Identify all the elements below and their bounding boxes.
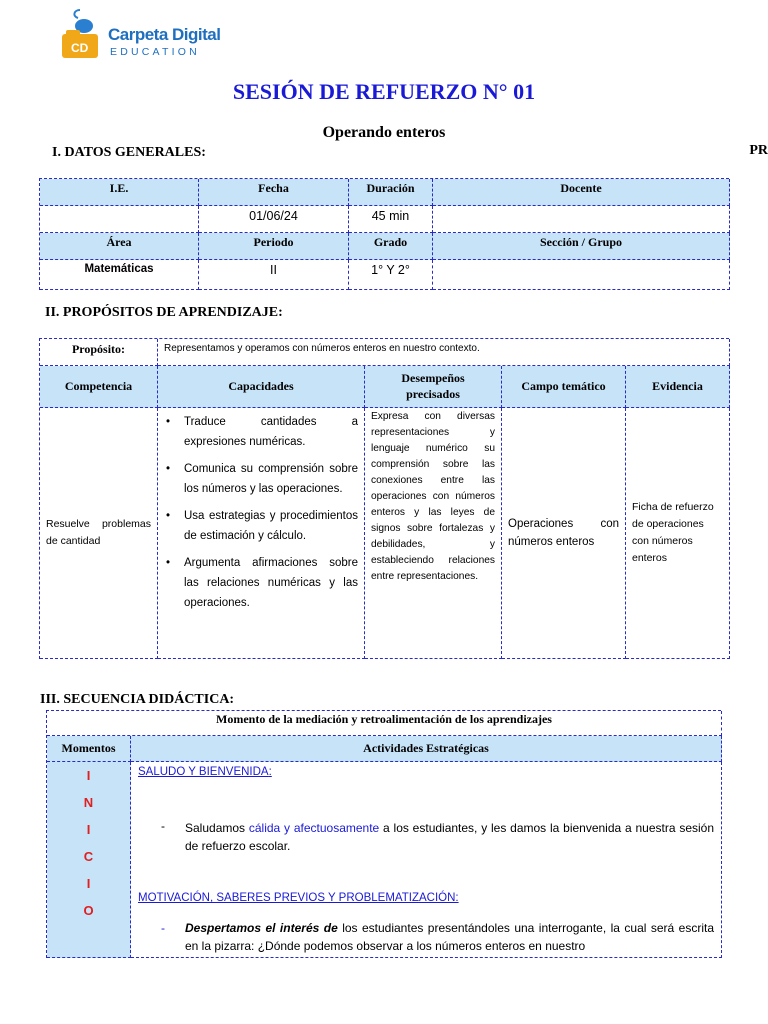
logo-badge: CD bbox=[71, 41, 89, 55]
header-capacidades: Capacidades bbox=[158, 366, 365, 408]
brand-subtitle: EDUCATION bbox=[110, 46, 200, 58]
capacidad-item: • Usa estrategias y procedimientos de estimación y cálculo. bbox=[166, 506, 358, 546]
capacidad-item: • Traduce cantidades a expresiones numéricas. bbox=[166, 412, 358, 452]
motivacion-heading: MOTIVACIÓN, SABERES PREVIOS Y PROBLEMATIZACIÓN: bbox=[138, 892, 459, 904]
header-momentos: Momentos bbox=[47, 736, 131, 762]
header-ie: I.E. bbox=[40, 179, 199, 206]
value-area: Matemáticas bbox=[40, 260, 199, 290]
header-duracion: Duración bbox=[349, 179, 433, 206]
saludo-paragraph: Saludamos cálida y afectuosamente a los estudiantes, y les damos la bienvenida a nuestra sesión de refuerzo escolar. bbox=[185, 821, 715, 853]
sequence-table bbox=[46, 710, 721, 958]
header-periodo: Periodo bbox=[199, 233, 349, 260]
inicio-letter: N bbox=[83, 795, 94, 810]
purpose-label: Propósito: bbox=[40, 339, 158, 366]
purposes-table bbox=[39, 338, 729, 659]
section-heading-propositos: II. PROPÓSITOS DE APRENDIZAJE: bbox=[45, 305, 283, 320]
evidencia-text: Ficha de refuerzo de operaciones con números enteros bbox=[626, 408, 730, 659]
document-subtitle: Operando enteros bbox=[322, 124, 446, 141]
document-title: SESIÓN DE REFUERZO N° 01 bbox=[232, 79, 536, 104]
campo-tematico-text: Operaciones con números enteros bbox=[502, 408, 626, 659]
header-grado: Grado bbox=[349, 233, 433, 260]
folder-mouse-icon bbox=[60, 8, 104, 60]
section-heading-datos: I. DATOS GENERALES: bbox=[52, 145, 206, 160]
inicio-column bbox=[47, 762, 131, 958]
purpose-text: Representamos y operamos con números enteros en nuestro contexto. bbox=[158, 339, 730, 366]
section-heading-secuencia: III. SECUENCIA DIDÁCTICA: bbox=[40, 692, 235, 707]
desempenos-text: Expresa con diversas representaciones y lenguaje numérico su comprensión sobre las conexiones entre las operaciones con números enteros y las leyes de signos sobre fortalezas y debilidades, y estableciendo relaciones entre representaciones. bbox=[365, 408, 502, 659]
competencia-text: Resuelve problemas de cantidad bbox=[40, 408, 158, 659]
header-seccion: Sección / Grupo bbox=[433, 233, 730, 260]
inicio-letter: O bbox=[83, 903, 94, 918]
header-evidencia: Evidencia bbox=[626, 366, 730, 408]
inicio-letter: I bbox=[86, 768, 91, 783]
bullet-dash: - bbox=[161, 819, 165, 833]
inicio-letter: I bbox=[86, 822, 91, 837]
sequence-banner: Momento de la mediación y retroalimentación de los aprendizajes bbox=[47, 711, 722, 736]
brand-title: Carpeta Digital bbox=[108, 25, 221, 44]
value-docente bbox=[433, 206, 730, 233]
header-fecha: Fecha bbox=[199, 179, 349, 206]
activities-cell bbox=[131, 762, 722, 958]
saludo-heading: SALUDO Y BIENVENIDA: bbox=[138, 766, 272, 778]
header-desempenos: Desempeños precisados bbox=[365, 366, 502, 408]
header-competencia: Competencia bbox=[40, 366, 158, 408]
value-seccion bbox=[433, 260, 730, 290]
header-docente: Docente bbox=[433, 179, 730, 206]
value-periodo: II bbox=[199, 260, 349, 290]
value-ie bbox=[40, 206, 199, 233]
bullet-dash: - bbox=[161, 921, 165, 935]
corner-text: PR bbox=[749, 143, 768, 158]
header-campo: Campo temático bbox=[502, 366, 626, 408]
capacidad-item: • Comunica su comprensión sobre los números y las operaciones. bbox=[166, 459, 358, 499]
value-fecha: 01/06/24 bbox=[199, 206, 349, 233]
general-data-table bbox=[39, 178, 729, 290]
value-duracion: 45 min bbox=[349, 206, 433, 233]
brand-logo bbox=[60, 8, 230, 60]
inicio-letter: C bbox=[83, 849, 94, 864]
value-grado: 1° Y 2° bbox=[349, 260, 433, 290]
inicio-letter: I bbox=[86, 876, 91, 891]
capacidades-list bbox=[158, 408, 365, 659]
motivacion-paragraph: Despertamos el interés de los estudiantes presentándoles una interrogante, la cual será escrita en la pizarra: ¿Dónde podemos observar a los números enteros en nuestro bbox=[185, 921, 714, 953]
header-actividades: Actividades Estratégicas bbox=[131, 736, 722, 762]
header-area: Área bbox=[40, 233, 199, 260]
capacidad-item: • Argumenta afirmaciones sobre las relaciones numéricas y las operaciones. bbox=[166, 553, 358, 613]
